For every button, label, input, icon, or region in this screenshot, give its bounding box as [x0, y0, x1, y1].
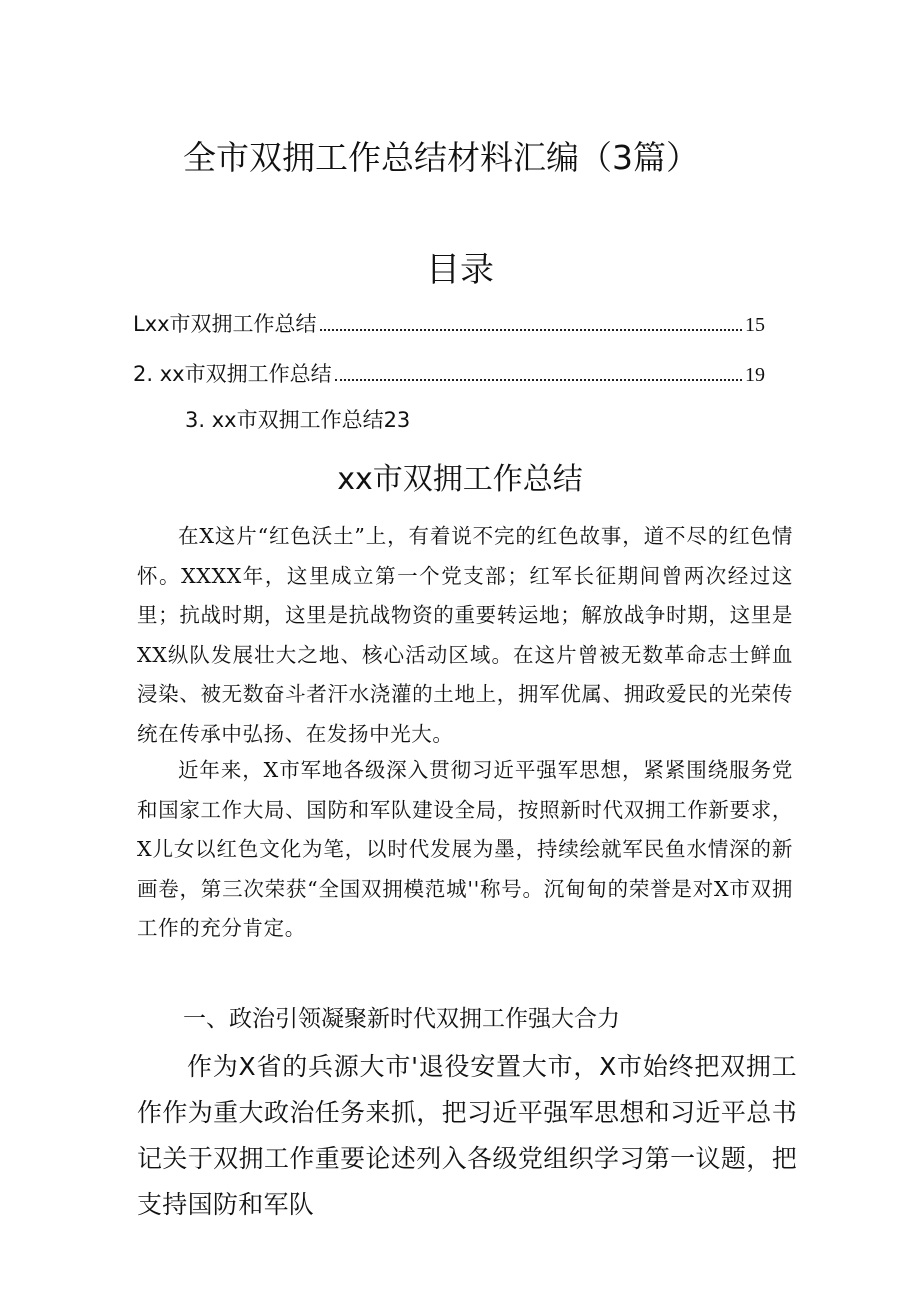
toc-heading: 目录	[426, 250, 494, 290]
toc-leader-dots	[320, 328, 742, 331]
body-paragraph: 近年来，X市军地各级深入贯彻习近平强军思想，紧紧围绕服务党和国家工作大局、国防和军队建设全局，按照新时代双拥工作新要求，X儿女以红色文化为笔，以时代发展为墨，持续绘就军民鱼水情深的新画卷，第三次荣获“全国双拥模范城''称号。沉甸甸的荣誉是对X市双拥工作的充分肯定。	[137, 758, 793, 940]
body-paragraph: 在X这片“红色沃土”上，有着说不完的红色故事，道不尽的红色情怀。XXXX年，这里成立第一个党支部；红军长征期间曾两次经过这里；抗战时期，这里是抗战物资的重要转运地；解放战争时期，这里是XX纵队发展壮大之地、核心活动区域。在这片曾被无数革命志士鲜血浸染、被无数奋斗者汗水浇灌的土地上，拥军优属、拥政爱民的光荣传统在传承中弘扬、在发扬中光大。	[137, 524, 793, 746]
toc-entry-label: 3. xx市双拥工作总结23	[185, 408, 411, 432]
toc-entry[interactable]	[133, 309, 765, 340]
body-paragraph: 作为X省的兵源大市'退役安置大市，X市始终把双拥工作作为重大政治任务来抓，把习近平强军思想和习近平总书记关于双拥工作重要论述列入各级党组织学习第一议题，把支持国防和军队	[137, 1052, 797, 1219]
document-title: 全市双拥工作总结材料汇编（3篇）	[183, 138, 699, 177]
toc-entry[interactable]	[185, 405, 410, 435]
toc-entry-page: 19	[745, 364, 765, 386]
toc-entry-page: 15	[745, 314, 765, 336]
toc-entry-label: Lxx市双拥工作总结	[133, 312, 317, 336]
toc-entry-label: 2. xx市双拥工作总结	[133, 362, 332, 386]
toc-leader-dots	[335, 378, 742, 381]
section-title: xx市双拥工作总结	[337, 462, 583, 497]
section-subheading: 一、政治引领凝聚新时代双拥工作强大合力	[183, 1006, 620, 1032]
toc-entry[interactable]	[133, 359, 765, 390]
